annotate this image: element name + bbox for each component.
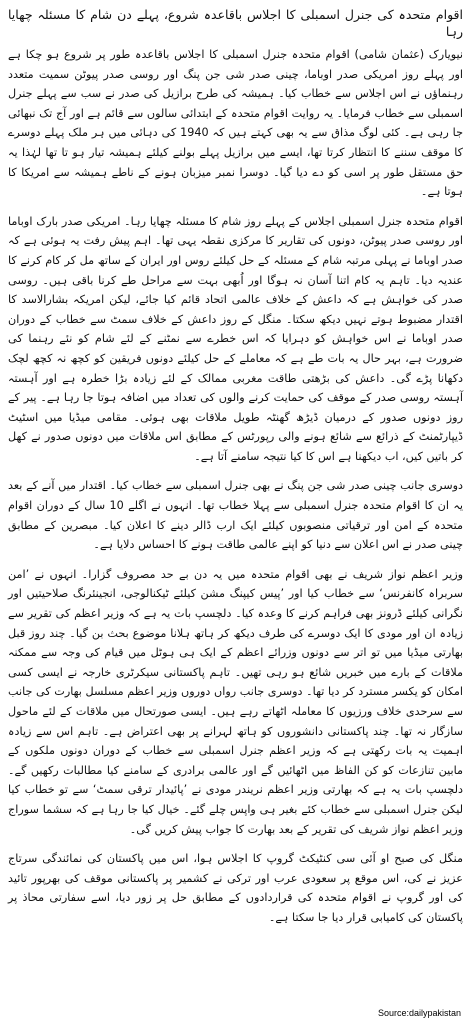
article-paragraph-1: نیویارک (عثمان شامی) اقوام متحدہ جنرل اسمبلی کا اجلاس باقاعدہ طور پر شروع ہو چکا ہے اور پہلے روز امریکی صدر اوباما، چینی صدر شی جن پنگ اور روسی صدر پیوٹن سمیت متعدد رہنماؤں نے اس اجلاس سے خطاب کیا۔ ہمیشہ کی طرح برازیل کی صدر نے سب سے پہلے جنرل اسمبلی سے خطاب فرمایا۔ یہ روایت اقوام متحدہ کے ابتدائی سالوں سے قائم ہے اور آج تک نبھائی جا رہی ہے۔ کئی لوگ مذاق سے یہ بھی کہتے ہیں کہ 1940 کی دہائی میں ہر ملک پہلے دوسرے کا موقف سننے کا انتظار کرتا تھا، ایسے میں برازیل پہلے بولنے کیلئے ہمیشہ تیار ہو تا تھا لہٰذا یہ حق مستقل طور پر اسی کو دے دیا گیا۔ دوسرا نمبر میزبان ہونے کے ناطے ہمیشہ سے امریکا کا ہوتا ہے۔	[8, 48, 463, 199]
article-headline: اقوام متحدہ کی جنرل اسمبلی کا اجلاس باقاعدہ شروع، پہلے دن شام کا مسئلہ چھایا رہا	[8, 7, 463, 39]
source-credit: Source:dailypakistan	[377, 1008, 461, 1018]
article-paragraph-5: منگل کی صبح او آئی سی کنٹیکٹ گروپ کا اجلاس ہوا، اس میں پاکستان کی نمائندگی سرتاج عزیز نے کی، اس موقع پر سعودی عرب اور ترکی نے کشمیر پر پاکستانی موقف کی بھرپور تائید کی اور گروپ نے اقوام متحدہ کی قراردادوں کے مطابق حل پر زور دیا، اسے سفارتی محاذ پر پاکستان کی کامیابی قرار دیا جا سکتا ہے۔	[8, 852, 463, 924]
article-paragraph-3: دوسری جانب چینی صدر شی جن پنگ نے بھی جنرل اسمبلی سے خطاب کیا۔ اقتدار میں آنے کے بعد یہ ان کا اقوام متحدہ جنرل اسمبلی سے پہلا خطاب تھا۔ انہوں نے اگلے 10 سال کے دوران اقوام متحدہ کے امن اور ترقیاتی منصوبوں کیلئے ایک ارب ڈالر دینے کا اعلان کیا۔ مبصرین کے مطابق چینی صدر نے اس اعلان سے دنیا کو اپنے عالمی طاقت ہونے کا احساس دلایا ہے۔	[8, 479, 463, 552]
article-paragraph-2: اقوام متحدہ جنرل اسمبلی اجلاس کے پہلے روز شام کا مسئلہ چھایا رہا۔ امریکی صدر بارک اوباما اور روسی صدر پیوٹن، دونوں کی تقاریر کا مرکزی نقطہ یہی تھا۔ اہم پیش رفت یہ ہوئی ہے کہ صدر اوباما نے پہلی مرتبہ شام کے مسئلہ کے حل کیلئے روس اور ایران کے ساتھ مل کر کام کرنے کا عندیہ دیا۔ تاہم یہ کام اتنا آسان نہ ہوگا اور اُبھی بہت سے مراحل طے کرنا باقی ہیں۔ روسی صدر کی خواہش ہے کہ داعش کے خلاف عالمی اتحاد قائم کیا جائے، لیکن امریکہ بشارالاسد کا اقتدار مضبوط ہوتے نہیں دیکھ سکتا۔ منگل کے روز داعش کے خلاف سمٹ سے خطاب کے دوران صدر اوباما نے اس خواہش کو دہرایا کہ اس خطرے سے نمٹنے کے لئے شام کو نئے رہنما کی ضرورت ہے، بہر حال یہ بات طے ہے کہ معاملے کے حل کیلئے دونوں فریقین کو کچھ نہ کچھ لچک دکھانا پڑے گی۔ داعش کی بڑھتی طاقت مغربی ممالک کے لئے زیادہ بڑا خطرہ ہے اور آہستہ آہستہ روسی صدر کے موقف کی حمایت کرنے والوں کی تعداد میں اضافہ ہوتا جا رہا ہے۔ پیر کے روز دونوں صدور کے درمیان ڈیڑھ گھنٹہ طویل ملاقات بھی ہوئی۔ مقامی میڈیا میں اسٹیٹ ڈیپارٹمنٹ کے ذرائع سے شائع ہونے والی رپورٹس کے مطابق اس ملاقات میں دونوں صدور نے کھل کر باتیں کیں، اب دیکھنا ہے اس کا کیا نتیجہ سامنے آتا ہے۔	[8, 214, 463, 463]
article-paragraph-4: وزیر اعظم نواز شریف نے بھی اقوام متحدہ میں یہ دن بے حد مصروف گزارا۔ انہوں نے ’امن سربراہ کانفرنس‘ سے خطاب کیا اور ’پیس کیپنگ مشن کیلئے ٹیکنالوجی، انجینئرنگ صلاحیتیں اور نگرانی کیلئے ڈرونز بھی فراہم کرنے کا وعدہ کیا۔ دلچسپ بات یہ ہے کہ وزیر اعظم کی تقریر سے زیادہ ان اور مودی کا ایک دوسرے کی طرف دیکھ کر ہاتھ ہلانا موضوع بحث بن گیا۔ چند روز قبل بھارتی میڈیا میں تو اتر سے دونوں وزرائے اعظم کے ایک ہی ہوٹل میں قیام کی وجہ سے ممکنہ ملاقات کے بارے میں خبریں شائع ہو رہی تھیں۔ تاہم پاکستانی سیکرٹری خارجہ نے ایسی کسی امکان کو یکسر مسترد کر دیا تھا۔ دوسری جانب رواں دوروں وزیر اعظم مسلسل بھارت کی جانب سے سرحدی خلاف ورزیوں کا معاملہ اٹھاتے رہے ہیں۔ ایسی صورتحال میں ملاقات کے لئے ماحول سازگار نہ تھا۔ چند پاکستانی دانشوروں کو ہاتھ لہرانے پر بھی اعتراض ہے۔ تاہم اس سے زیادہ اہمیت یہ بات رکھتی ہے کہ وزیر اعظم جنرل اسمبلی سے خطاب کے دوران دونوں ملکوں کے مابین تنازعات کو کن الفاظ میں اٹھائیں گے اور عالمی برادری کے سامنے کیا مطالبات رکھیں گے۔ دلچسپ بات یہ ہے کہ بھارتی وزیر اعظم نریندر مودی نے ’پائیدار ترقی سمٹ‘ سے تو خطاب کیا لیکن جنرل اسمبلی سے خطاب کئے بغیر ہی واپس چلے گئے۔ خیال کیا جا رہا ہے کہ سشما سوراج وزیر اعظم نواز شریف کی تقریر کے بعد بھارت کا جواب پیش کریں گی۔	[8, 567, 463, 836]
article	[8, 6, 463, 938]
